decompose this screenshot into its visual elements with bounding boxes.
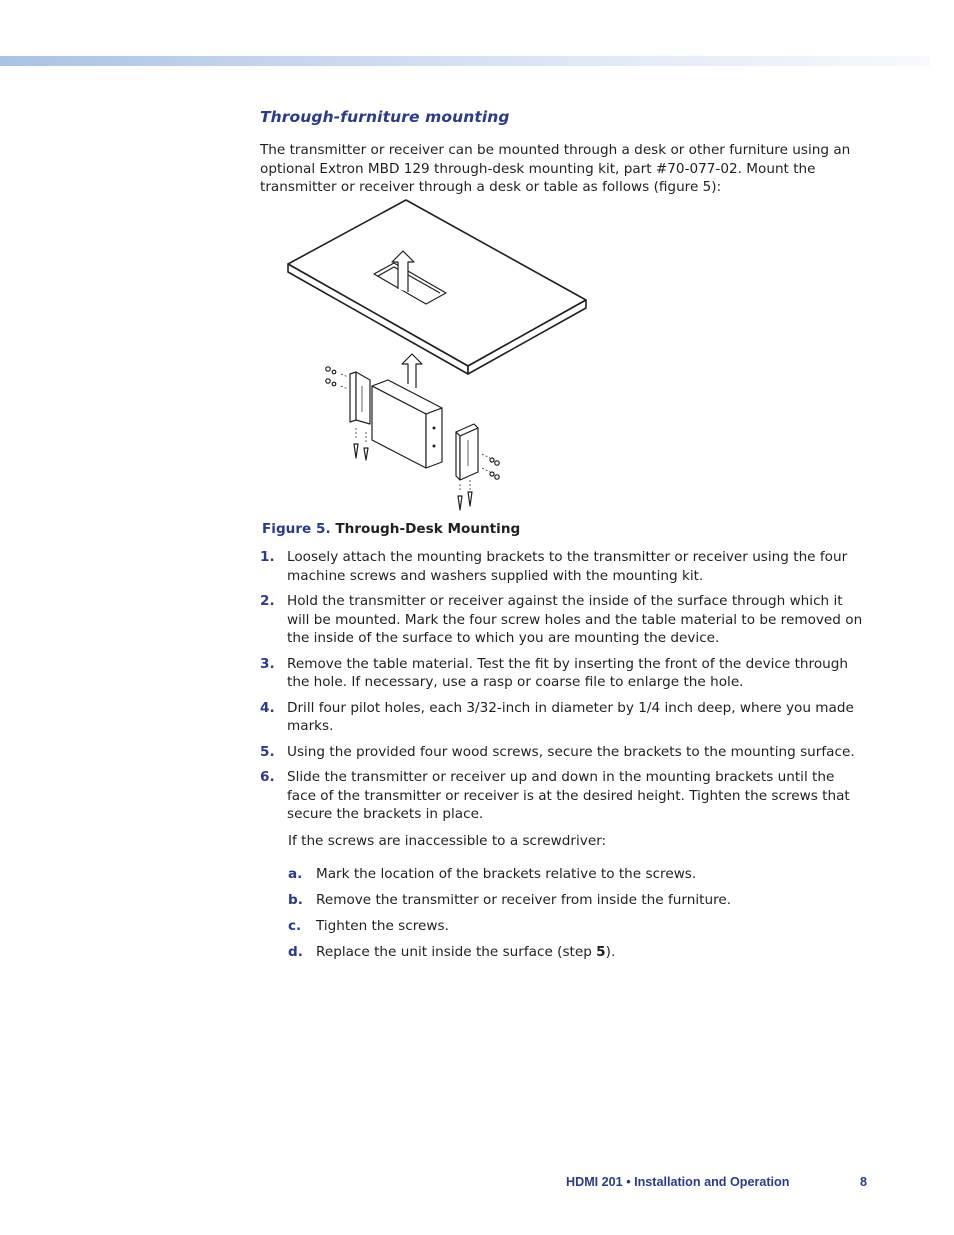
device-box-illustration xyxy=(372,380,442,468)
step-item xyxy=(260,655,866,692)
step-text: Slide the transmitter or receiver up and down in the mounting brackets until the face of the transmitter or receiver is at the desired height. Tighten the screws that secure the brackets in place. xyxy=(287,769,850,822)
figure-number: Figure 5. xyxy=(262,521,331,537)
step-item xyxy=(260,548,866,585)
step-item xyxy=(260,768,866,824)
substep-text: Mark the location of the brackets relative to the screws. xyxy=(316,866,697,882)
sub-steps xyxy=(288,865,858,969)
step-text: Using the provided four wood screws, secure the brackets to the mounting surface. xyxy=(287,743,855,760)
substep-letter: b. xyxy=(288,892,303,908)
substep-text-before: Replace the unit inside the surface (step xyxy=(316,944,597,960)
step-text: Loosely attach the mounting brackets to the transmitter or receiver using the four machine screws and washers supplied with the mounting kit. xyxy=(287,549,848,584)
screwdriver-note: If the screws are inaccessible to a screwdriver: xyxy=(288,833,607,849)
step-number: 1. xyxy=(260,549,275,565)
through-desk-mounting-figure xyxy=(282,196,594,516)
substep-item xyxy=(288,865,858,884)
substep-text-after: ). xyxy=(605,944,616,960)
procedure-steps xyxy=(260,548,866,831)
step-number: 4. xyxy=(260,699,275,716)
step-item xyxy=(260,592,866,648)
footer-doc-title: HDMI 201 • Installation and Operation xyxy=(566,1175,790,1189)
substep-text: Remove the transmitter or receiver from inside the furniture. xyxy=(316,892,732,908)
step-text: Remove the table material. Test the fit by inserting the front of the device through the hole. If necessary, use a rasp or coarse file to enlarge the hole. xyxy=(287,655,848,690)
step-number: 3. xyxy=(260,655,275,672)
step-number: 2. xyxy=(260,593,275,609)
step-number: 5. xyxy=(260,743,275,760)
figure-caption xyxy=(262,521,520,537)
right-bracket-illustration xyxy=(456,424,499,510)
desk-top-illustration xyxy=(288,200,586,374)
page-number: 8 xyxy=(860,1175,868,1189)
substep-item xyxy=(288,943,858,962)
substep-letter: d. xyxy=(288,944,303,960)
step-text: Hold the transmitter or receiver against the inside of the surface through which it will be mounted. Mark the four screw holes and the table material to be removed on the inside of the surface to which you are mounting the device. xyxy=(287,593,863,646)
header-gradient-bar xyxy=(0,56,930,66)
step-text: Drill four pilot holes, each 3/32-inch in diameter by 1/4 inch deep, where you made marks. xyxy=(287,699,854,734)
figure-caption-text: Through-Desk Mounting xyxy=(335,521,521,537)
substep-item xyxy=(288,917,858,936)
substep-item xyxy=(288,891,858,910)
substep-text xyxy=(316,944,615,960)
step-number: 6. xyxy=(260,769,275,785)
step-reference: 5 xyxy=(596,944,606,960)
left-bracket-illustration xyxy=(326,367,370,460)
substep-letter: a. xyxy=(288,866,303,882)
substep-letter: c. xyxy=(288,918,302,934)
step-item xyxy=(260,743,866,762)
intro-paragraph: The transmitter or receiver can be mounted through a desk or other furniture using an optional Extron MBD 129 through-desk mounting kit, part #70-077-02. Mount the transmitter or receiver through a desk or table as follows (figure 5): xyxy=(260,142,851,195)
substep-text: Tighten the screws. xyxy=(316,918,449,934)
step-item xyxy=(260,699,866,736)
section-title: Through-furniture mounting xyxy=(260,108,510,126)
up-arrow-icon xyxy=(402,354,422,388)
